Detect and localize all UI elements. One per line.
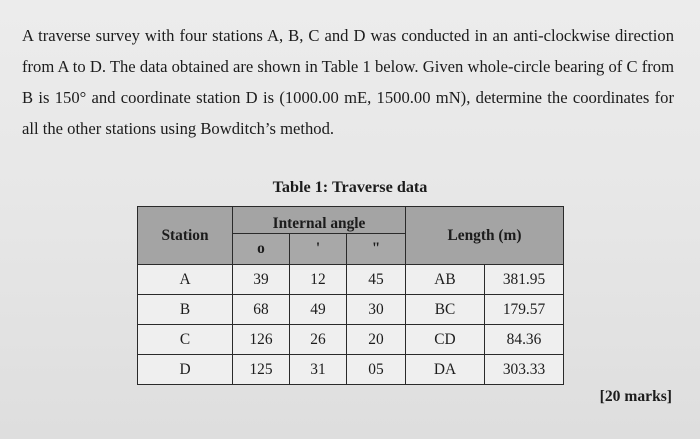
question-text-block xyxy=(22,20,674,144)
traverse-data-table xyxy=(137,206,564,385)
marks-label: [20 marks] xyxy=(599,388,672,405)
seconds-cell: 20 xyxy=(347,325,406,355)
station-cell: A xyxy=(138,265,233,295)
internal-angle-header: Internal angle xyxy=(233,207,406,234)
question-paragraph: A traverse survey with four stations A, B, C and D was conducted in an anti-clockwise direction from A to D. The data obtained are shown in Table 1 below. Given whole-circle bearing of C from B is 150° and coordinate station D is (1000.00 mE, 1500.00 mN), determine the coordinates for all the other stations using Bowditch’s method. xyxy=(22,26,674,138)
seconds-cell: 45 xyxy=(347,265,406,295)
minutes-header: ' xyxy=(290,234,347,265)
length-cell: 84.36 xyxy=(485,325,564,355)
length-cell: 179.57 xyxy=(485,295,564,325)
degrees-header: o xyxy=(233,234,290,265)
minutes-cell: 26 xyxy=(290,325,347,355)
line-cell: CD xyxy=(406,325,485,355)
table-row xyxy=(138,355,564,385)
station-cell: D xyxy=(138,355,233,385)
station-cell: B xyxy=(138,295,233,325)
table-caption-text: Table 1: Traverse data xyxy=(272,178,428,196)
seconds-cell: 05 xyxy=(347,355,406,385)
length-cell: 303.33 xyxy=(485,355,564,385)
table-caption xyxy=(0,178,700,197)
degrees-cell: 126 xyxy=(233,325,290,355)
minutes-cell: 31 xyxy=(290,355,347,385)
line-cell: BC xyxy=(406,295,485,325)
table-row xyxy=(138,265,564,295)
minutes-cell: 49 xyxy=(290,295,347,325)
table-row xyxy=(138,325,564,355)
station-cell: C xyxy=(138,325,233,355)
length-cell: 381.95 xyxy=(485,265,564,295)
degrees-cell: 39 xyxy=(233,265,290,295)
length-header: Length (m) xyxy=(406,207,564,265)
degrees-cell: 125 xyxy=(233,355,290,385)
line-cell: AB xyxy=(406,265,485,295)
line-cell: DA xyxy=(406,355,485,385)
seconds-header: " xyxy=(347,234,406,265)
degrees-cell: 68 xyxy=(233,295,290,325)
table-row xyxy=(138,295,564,325)
seconds-cell: 30 xyxy=(347,295,406,325)
minutes-cell: 12 xyxy=(290,265,347,295)
station-header: Station xyxy=(138,207,233,265)
